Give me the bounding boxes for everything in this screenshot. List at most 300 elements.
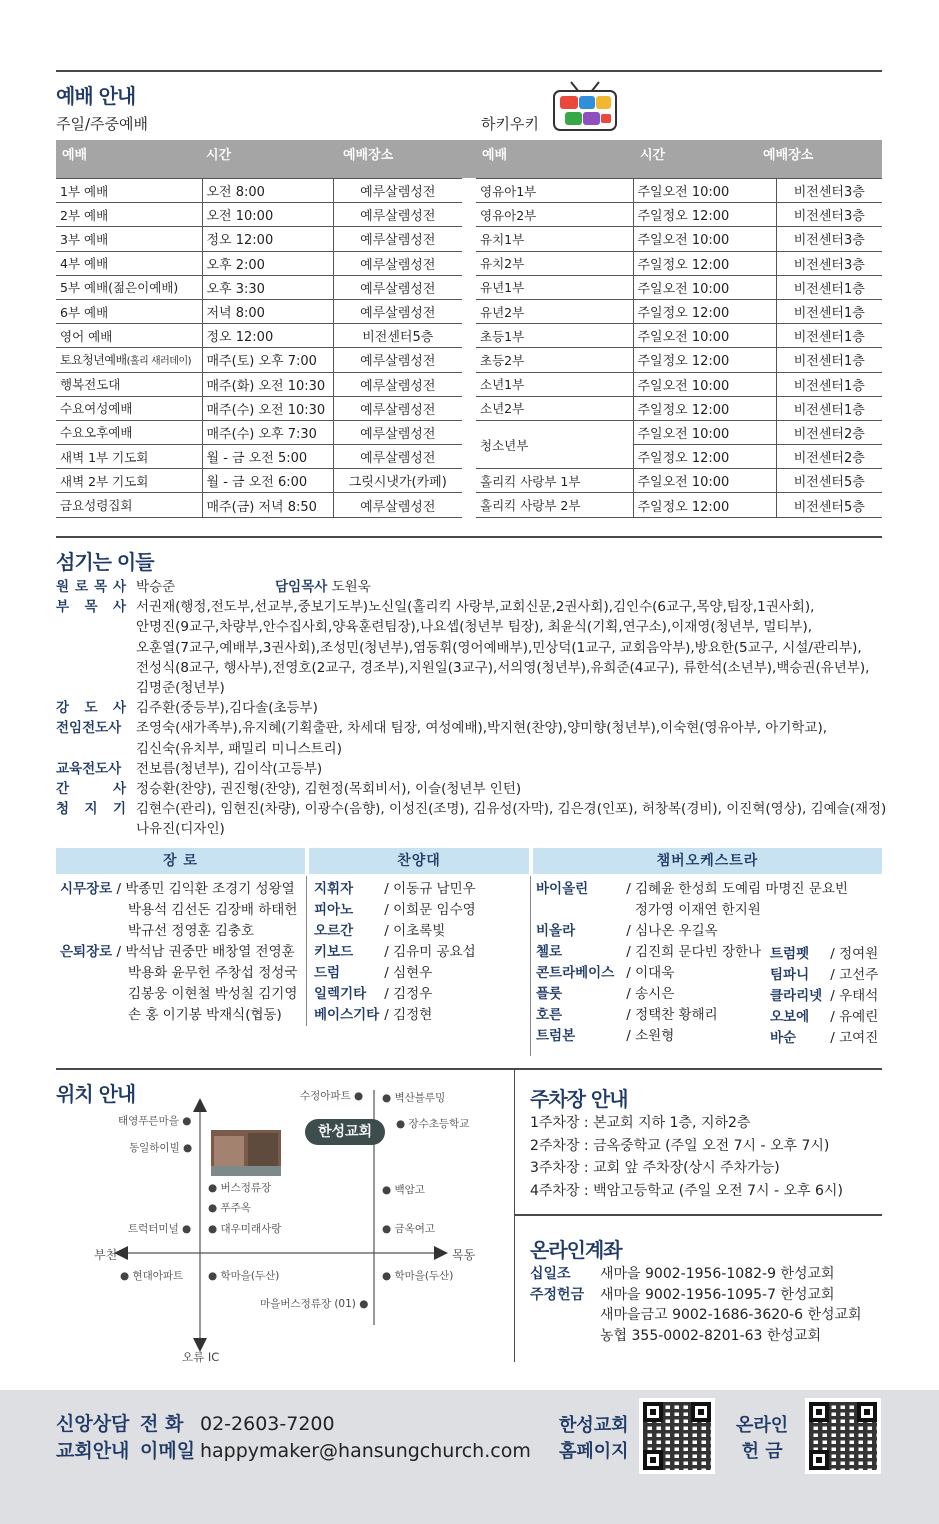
table-cell: 주일정오 12:00 (633, 445, 776, 469)
staff-label: 강 도 사 (56, 700, 126, 717)
worship-title: 예배 안내 (56, 84, 136, 108)
table-row (56, 420, 462, 444)
table-cell: 예루살렘성전 (333, 420, 462, 444)
staff-text: 안명진(9교구,차량부,안수집사회,양육훈련팀장),나요셉(청년부 팀장), 최윤식(기획,연구소),이재영(청년부, 멀티부), (136, 619, 813, 636)
board-row (314, 1005, 476, 1026)
staff-label: 전임전도사 (56, 720, 122, 737)
table-row (476, 396, 882, 420)
table-cell: 예루살렘성전 (333, 493, 462, 517)
elders-names: 박종민 김익환 조경기 성왕열 (125, 881, 295, 897)
staff-text: 김신숙(유치부, 패밀리 미니스트리) (136, 740, 342, 757)
weekly-label: 주정헌금 (530, 1286, 585, 1303)
table-cell: 비전센터5층 (776, 493, 882, 517)
map-label: ● 금옥여고 (382, 1223, 436, 1235)
table-cell: 예루살렘성전 (333, 372, 462, 396)
staff-text: 정승환(찬양), 권진형(찬양), 김현정(목회비서), 이슬(청년부 인턴) (136, 781, 522, 798)
account-row (530, 1264, 862, 1285)
offering-qr-code[interactable] (805, 1398, 881, 1474)
staff-text: 조영숙(새가족부),유지혜(기획출판, 차세대 팀장, 여성예배),박지현(찬양),양미향(청년부),이숙현(영유아부, 아기학교), (136, 720, 828, 737)
staff-label: 교육전도사 (56, 760, 122, 777)
board-role: 바순 (770, 1030, 797, 1046)
board-names: 이초록빛 (393, 923, 446, 939)
board-separator: / (622, 986, 636, 1002)
homepage-label-2: 홈페이지 (559, 1441, 629, 1462)
board-separator: / (622, 881, 636, 897)
worship-table-header (56, 140, 882, 178)
church-info-label: 교회안내 (56, 1440, 130, 1462)
staff-row-associate-cont (56, 658, 896, 678)
top-rule (56, 70, 882, 72)
board-row (314, 900, 476, 921)
label-text: 트럭터미널 (128, 1223, 179, 1235)
staff-row-evangelist (56, 698, 896, 718)
table-cell: 오후 2:00 (202, 251, 333, 275)
table-cell: 유년1부 (476, 275, 633, 299)
board-separator: / (826, 1030, 840, 1046)
table-cell: 예루살렘성전 (333, 445, 462, 469)
table-row (476, 469, 882, 493)
table-cell: 새벽 2부 기도회 (56, 469, 202, 493)
board-names: 우태석 (839, 988, 879, 1004)
elders-names: 손 홍 이기봉 박재식(협동) (128, 1007, 282, 1023)
board-names: 소원형 (635, 1028, 675, 1044)
table-cell: 6부 예배 (56, 299, 202, 323)
parking-title: 주차장 안내 (530, 1087, 628, 1111)
map-label: ● 현대아파트 (120, 1270, 184, 1282)
board-separator: / (826, 967, 840, 983)
table-cell: 매주(수) 오전 10:30 (202, 396, 333, 420)
table-cell: 주일오전 10:00 (633, 372, 776, 396)
qr-finder (809, 1402, 829, 1422)
worship-table-right (476, 178, 882, 518)
table-cell: 초등2부 (476, 348, 633, 372)
table-cell: 주일정오 12:00 (633, 203, 776, 227)
table-cell: 비전센터1층 (776, 372, 882, 396)
worship-name: 토요청년예배 (60, 353, 127, 368)
header-time-right: 시간 (640, 148, 666, 163)
label-text: 백암고 (394, 1184, 425, 1196)
table-cell: 비전센터1층 (776, 324, 882, 348)
table-cell: 3부 예배 (56, 227, 202, 251)
table-row (476, 324, 882, 348)
table-row (56, 396, 462, 420)
table-row (476, 299, 882, 323)
table-row (56, 275, 462, 299)
table-cell: 정오 12:00 (202, 227, 333, 251)
board-role: 바이올린 (536, 881, 589, 897)
email-address[interactable]: happymaker@hansungchurch.com (200, 1440, 531, 1462)
table-cell: 예루살렘성전 (333, 299, 462, 323)
elders-line (60, 984, 297, 1005)
weekly-account[interactable]: 새마을금고 9002-1686-3620-6 한성교회 (600, 1307, 862, 1323)
table-cell: 예루살렘성전 (333, 227, 462, 251)
table-row (56, 299, 462, 323)
table-cell: 비전센터2층 (776, 420, 882, 444)
table-row (476, 493, 882, 517)
table-cell: 유년2부 (476, 299, 633, 323)
table-cell: 매주(금) 저녁 8:50 (202, 493, 333, 517)
label-text: 현대아파트 (132, 1270, 184, 1282)
homepage-qr-code[interactable] (639, 1398, 715, 1474)
label-text: 버스정류장 (220, 1182, 272, 1194)
label-text: 금옥여고 (394, 1223, 436, 1235)
account-list (530, 1264, 862, 1346)
table-cell: 비전센터1층 (776, 396, 882, 420)
table-cell: 정오 12:00 (202, 324, 333, 348)
orchestra-header: 챔버오케스트라 (533, 848, 882, 874)
label-text: 수정아파트 (300, 1090, 351, 1102)
board-names: 고선주 (839, 967, 879, 983)
staff-rule (56, 536, 882, 538)
elders-names: 박규선 정영훈 김충호 (128, 923, 254, 939)
offering-label-2: 헌 금 (741, 1441, 783, 1462)
board-row (314, 879, 476, 900)
table-cell: 오전 8:00 (202, 179, 333, 203)
board-separator: / (380, 944, 394, 960)
board-names: 이대욱 (635, 965, 675, 981)
board-names: 김정우 (393, 986, 433, 1002)
map-label: ● 학마을(두산) (208, 1270, 280, 1282)
retired-elders-label: 은퇴장로 (60, 944, 113, 960)
parking-item: 2주차장 : 금옥중학교 (주일 오전 7시 - 오후 7시) (530, 1137, 830, 1154)
board-divider (530, 876, 531, 1056)
elders-header: 장 로 (56, 848, 305, 874)
table-row (476, 275, 882, 299)
board-row (536, 921, 848, 942)
board-separator: / (826, 988, 840, 1004)
table-cell: 주일정오 12:00 (633, 251, 776, 275)
table-row (476, 372, 882, 396)
table-cell: 예루살렘성전 (333, 275, 462, 299)
elders-line (60, 900, 297, 921)
table-row (476, 348, 882, 372)
board-separator: / (622, 1028, 636, 1044)
table-cell: 홀리킥 사랑부 1부 (476, 469, 633, 493)
board-row (770, 1028, 878, 1049)
map-label: ● 대우미래사랑 (208, 1223, 282, 1235)
map-label: ● 백암고 (382, 1184, 425, 1196)
board-role: 지휘자 (314, 881, 354, 897)
table-cell: 저녁 8:00 (202, 299, 333, 323)
label-text: 학마을(두산) (394, 1270, 454, 1282)
elders-line (60, 921, 297, 942)
board-role: 클라리넷 (770, 988, 823, 1004)
elders-line (60, 963, 297, 984)
worship-left-subtitle: 주일/주중예배 (56, 115, 148, 133)
elders-names: 박용석 김선돈 김장배 하태헌 (128, 902, 298, 918)
tithe-account[interactable]: 새마을 9002-1956-1082-9 한성교회 (600, 1266, 835, 1282)
board-names: 김혜윤 한성희 도예림 마명진 문요빈 (635, 881, 848, 897)
staff-row-associate-cont (56, 617, 896, 637)
header-worship-left: 예배 (62, 148, 88, 163)
map-label: 수정아파트 ● (300, 1090, 364, 1102)
orchestra-list-right (770, 944, 878, 1049)
elders-line: 은퇴장로 / 박석남 권중만 배창열 전영훈 (60, 944, 295, 960)
table-cell: 비전센터3층 (776, 203, 882, 227)
table-row (56, 372, 462, 396)
table-cell: 오후 3:30 (202, 275, 333, 299)
table-cell (56, 348, 202, 372)
staff-text: 서권재(행정,전도부,선교부,중보기도부)노신일(홀리킥 사랑부,교회신문,2권사회),김인수(6교구,목양,팀장,1권사회), (136, 599, 815, 616)
staff-row-edu (56, 759, 896, 779)
parking-item: 3주차장 : 교회 앞 주차장(상시 주차가능) (530, 1160, 780, 1176)
label-text: 학마을(두산) (220, 1270, 280, 1282)
table-cell: 매주(화) 오전 10:30 (202, 372, 333, 396)
board-role: 플룻 (536, 986, 563, 1002)
parking-item: 4주차장 : 백암고등학교 (주일 오전 7시 - 오후 6시) (530, 1182, 843, 1199)
map-label: 동일하이빌 ● (129, 1142, 193, 1154)
board-names: 김진희 문다빈 장한나 (635, 944, 762, 960)
board-names: 송시은 (635, 986, 675, 1002)
counsel-label: 신앙상담 (56, 1413, 130, 1435)
table-cell: 비전센터5층 (333, 324, 462, 348)
table-cell: 예루살렘성전 (333, 251, 462, 275)
staff-text: 김주환(중등부),김다솔(초등부) (136, 700, 318, 717)
board-divider (306, 876, 307, 1026)
board-separator: / (622, 944, 636, 960)
account-row (530, 1326, 862, 1347)
staff-row-associate-cont (56, 638, 896, 658)
board-role: 팀파니 (770, 967, 810, 983)
qr-finder (857, 1402, 877, 1422)
table-cell: 그릿시냇가(카페) (333, 469, 462, 493)
qr-finder (809, 1450, 829, 1470)
phone-label: 전 화 (140, 1413, 184, 1435)
staff-label: 간 사 (56, 781, 126, 798)
staff-text (136, 577, 896, 597)
table-cell: 비전센터2층 (776, 445, 882, 469)
account-row (530, 1285, 862, 1306)
choir-list (314, 879, 476, 1026)
elders-names: 박석남 권중만 배창열 전영훈 (125, 944, 295, 960)
board-role: 오르간 (314, 923, 354, 939)
board-role: 비올라 (536, 923, 576, 939)
board-role: 호른 (536, 1007, 563, 1023)
board-names: 고여진 (839, 1030, 879, 1046)
elder-pastor-name: 박승준 (136, 579, 176, 595)
staff-text: 전보름(청년부), 김이삭(고등부) (136, 760, 323, 777)
weekly-account[interactable]: 새마을 9002-1956-1095-7 한성교회 (600, 1286, 835, 1303)
weekly-account[interactable]: 농협 355-0002-8201-63 한성교회 (600, 1327, 821, 1344)
board-separator: / (622, 1007, 636, 1023)
staff-label: 원 로 목 사 (56, 579, 126, 595)
account-title: 온라인계좌 (530, 1238, 622, 1262)
board-row (314, 921, 476, 942)
hakiwuki-tv-logo (551, 80, 619, 132)
board-separator: / (380, 902, 394, 918)
parking-item: 1주차장 : 본교회 지하 1층, 지하2층 (530, 1115, 751, 1131)
staff-label: 청 지 기 (56, 801, 126, 818)
table-cell: 주일오전 10:00 (633, 420, 776, 444)
board-names: 심현우 (393, 965, 433, 981)
table-row (56, 493, 462, 517)
map-label: 태영푸른마을 ● (118, 1115, 192, 1127)
email-label: 이메일 (140, 1440, 196, 1462)
table-cell: 매주(수) 오후 7:30 (202, 420, 333, 444)
board-separator: / (826, 946, 840, 962)
map-label: ● 벽산블루밍 (382, 1092, 446, 1104)
map-label: 마을버스정류장 (01) ● (260, 1298, 369, 1310)
phone-number[interactable]: 02-2603-7200 (200, 1413, 335, 1435)
table-cell: 주일오전 10:00 (633, 179, 776, 203)
table-cell: 금요성령집회 (56, 493, 202, 517)
table-cell: 예루살렘성전 (333, 203, 462, 227)
table-cell: 비전센터5층 (776, 469, 882, 493)
active-elders-label: 시무장로 (60, 881, 113, 897)
board-separator: / (622, 965, 636, 981)
header-worship-right: 예배 (482, 148, 508, 163)
map-divider (514, 1070, 515, 1362)
map-label: ● 버스정류장 (208, 1182, 272, 1194)
board-separator: / (380, 881, 394, 897)
board-names: 김유미 공요섭 (393, 944, 476, 960)
board-names: 심나온 우길옥 (635, 923, 718, 939)
label-text: 태영푸른마을 (118, 1115, 179, 1127)
board-names: 정가영 이재연 한지원 (634, 902, 761, 918)
elders-names: 박용화 윤무헌 주창섭 정성국 (128, 965, 298, 981)
board-names: 정여원 (839, 946, 879, 962)
header-time-left: 시간 (206, 148, 232, 163)
tithe-label: 십일조 (530, 1266, 571, 1282)
table-cell: 주일정오 12:00 (633, 396, 776, 420)
table-row (476, 179, 882, 203)
label-text: 동일하이빌 (129, 1142, 180, 1154)
board-separator (622, 902, 635, 918)
label-text: 마을버스정류장 (01) (260, 1298, 356, 1310)
worship-right-subtitle: 하키우키 (481, 115, 539, 133)
map-label: ● 학마을(두산) (382, 1270, 454, 1282)
homepage-label-1: 한성교회 (559, 1415, 629, 1436)
table-cell: 새벽 1부 기도회 (56, 445, 202, 469)
table-cell: 소년1부 (476, 372, 633, 396)
table-row (56, 179, 462, 203)
table-row (56, 469, 462, 493)
qr-finder (643, 1402, 663, 1422)
staff-row-associate (56, 597, 896, 617)
choir-header: 찬양대 (309, 848, 529, 874)
table-row (476, 420, 882, 444)
board-names: 이희문 임수영 (393, 902, 476, 918)
table-cell: 유치2부 (476, 251, 633, 275)
map-label: ● 장수초등학교 (396, 1118, 470, 1130)
staff-list (56, 577, 896, 840)
elders-names: 김봉웅 이현철 박성칠 김기영 (128, 986, 298, 1002)
label-text: 푸주옥 (220, 1202, 251, 1214)
table-cell: 유치1부 (476, 227, 633, 251)
table-cell: 수요오후예배 (56, 420, 202, 444)
table-cell: 주일정오 12:00 (633, 348, 776, 372)
board-row (314, 984, 476, 1005)
table-row (56, 203, 462, 227)
staff-row-associate-cont (56, 678, 896, 698)
map-title: 위치 안내 (56, 1082, 136, 1106)
board-role: 첼로 (536, 944, 563, 960)
footer (0, 1390, 939, 1524)
staff-row-secretary (56, 779, 896, 799)
table-cell: 주일오전 10:00 (633, 275, 776, 299)
staff-row-ft-evangelist (56, 718, 896, 738)
board-separator: / (380, 1007, 394, 1023)
table-cell: 예루살렘성전 (333, 179, 462, 203)
staff-row-stewards-cont (56, 819, 896, 839)
board-row (536, 900, 848, 921)
table-cell: 예루살렘성전 (333, 348, 462, 372)
table-cell: 예루살렘성전 (333, 396, 462, 420)
label-text: 벽산블루밍 (394, 1092, 446, 1104)
board-role: 오보에 (770, 1009, 810, 1025)
phone-row (140, 1411, 531, 1438)
board-separator: / (380, 986, 394, 1002)
table-row (56, 251, 462, 275)
offering-label-1: 온라인 (736, 1415, 789, 1436)
table-row (56, 348, 462, 372)
board-row (536, 879, 848, 900)
map-label: 부천 (94, 1248, 118, 1262)
table-cell: 비전센터3층 (776, 179, 882, 203)
elders-line (60, 1005, 297, 1026)
board-role: 드럼 (314, 965, 341, 981)
table-cell: 비전센터1층 (776, 299, 882, 323)
board-role: 트럼본 (536, 1028, 576, 1044)
elders-line: 시무장로 / 박종민 김익환 조경기 성왕열 (60, 881, 295, 897)
table-cell: 비전센터1층 (776, 275, 882, 299)
elders-list (60, 879, 297, 1026)
board-names: 김정현 (393, 1007, 433, 1023)
email-row (140, 1438, 531, 1465)
header-place-right: 예배장소 (763, 148, 814, 163)
table-cell: 1부 예배 (56, 179, 202, 203)
staff-label: 부 목 사 (56, 599, 126, 616)
board-names: 유예린 (839, 1009, 879, 1025)
table-cell: 오전 10:00 (202, 203, 333, 227)
church-marker[interactable]: 한성교회 (305, 1119, 385, 1145)
table-cell: 영유아1부 (476, 179, 633, 203)
staff-title: 섬기는 이들 (56, 550, 154, 574)
table-cell: 4부 예배 (56, 251, 202, 275)
map-label: ● 푸주옥 (208, 1202, 251, 1214)
table-cell: 비전센터3층 (776, 227, 882, 251)
senior-pastor-label: 담임목사 (275, 579, 328, 595)
header-place-left: 예배장소 (343, 148, 394, 163)
table-cell: 홀리킥 사랑부 2부 (476, 493, 633, 517)
table-cell: 수요여성예배 (56, 396, 202, 420)
staff-text: 김현수(관리), 임현진(차량), 이광수(음향), 이성진(조명), 김유성(자막), 김은경(인포), 허창복(경비), 이진혁(영상), 김예슬(재정) (136, 801, 887, 818)
table-cell: 주일오전 10:00 (633, 227, 776, 251)
board-row (314, 942, 476, 963)
table-cell: 비전센터3층 (776, 251, 882, 275)
board-role: 일렉기타 (314, 986, 367, 1002)
map-label: 목동 (452, 1248, 476, 1262)
table-row (476, 203, 882, 227)
table-cell: 주일오전 10:00 (633, 469, 776, 493)
staff-row-elder-pastor (56, 577, 896, 597)
table-cell: 영어 예배 (56, 324, 202, 348)
offering-label (736, 1413, 788, 1465)
parking-list (530, 1112, 843, 1202)
table-row (476, 227, 882, 251)
staff-text: 나유진(디자인) (136, 821, 225, 838)
board-role: 키보드 (314, 944, 354, 960)
saturday-note: (홀리 새러데이) (126, 356, 192, 368)
table-cell: 영유아2부 (476, 203, 633, 227)
footer-contacts (140, 1411, 531, 1465)
label-text: 장수초등학교 (408, 1118, 470, 1130)
account-rule (514, 1214, 882, 1216)
table-row (476, 251, 882, 275)
footer-labels (56, 1411, 129, 1465)
label-text: 대우미래사랑 (220, 1223, 282, 1235)
board-separator: / (622, 923, 636, 939)
